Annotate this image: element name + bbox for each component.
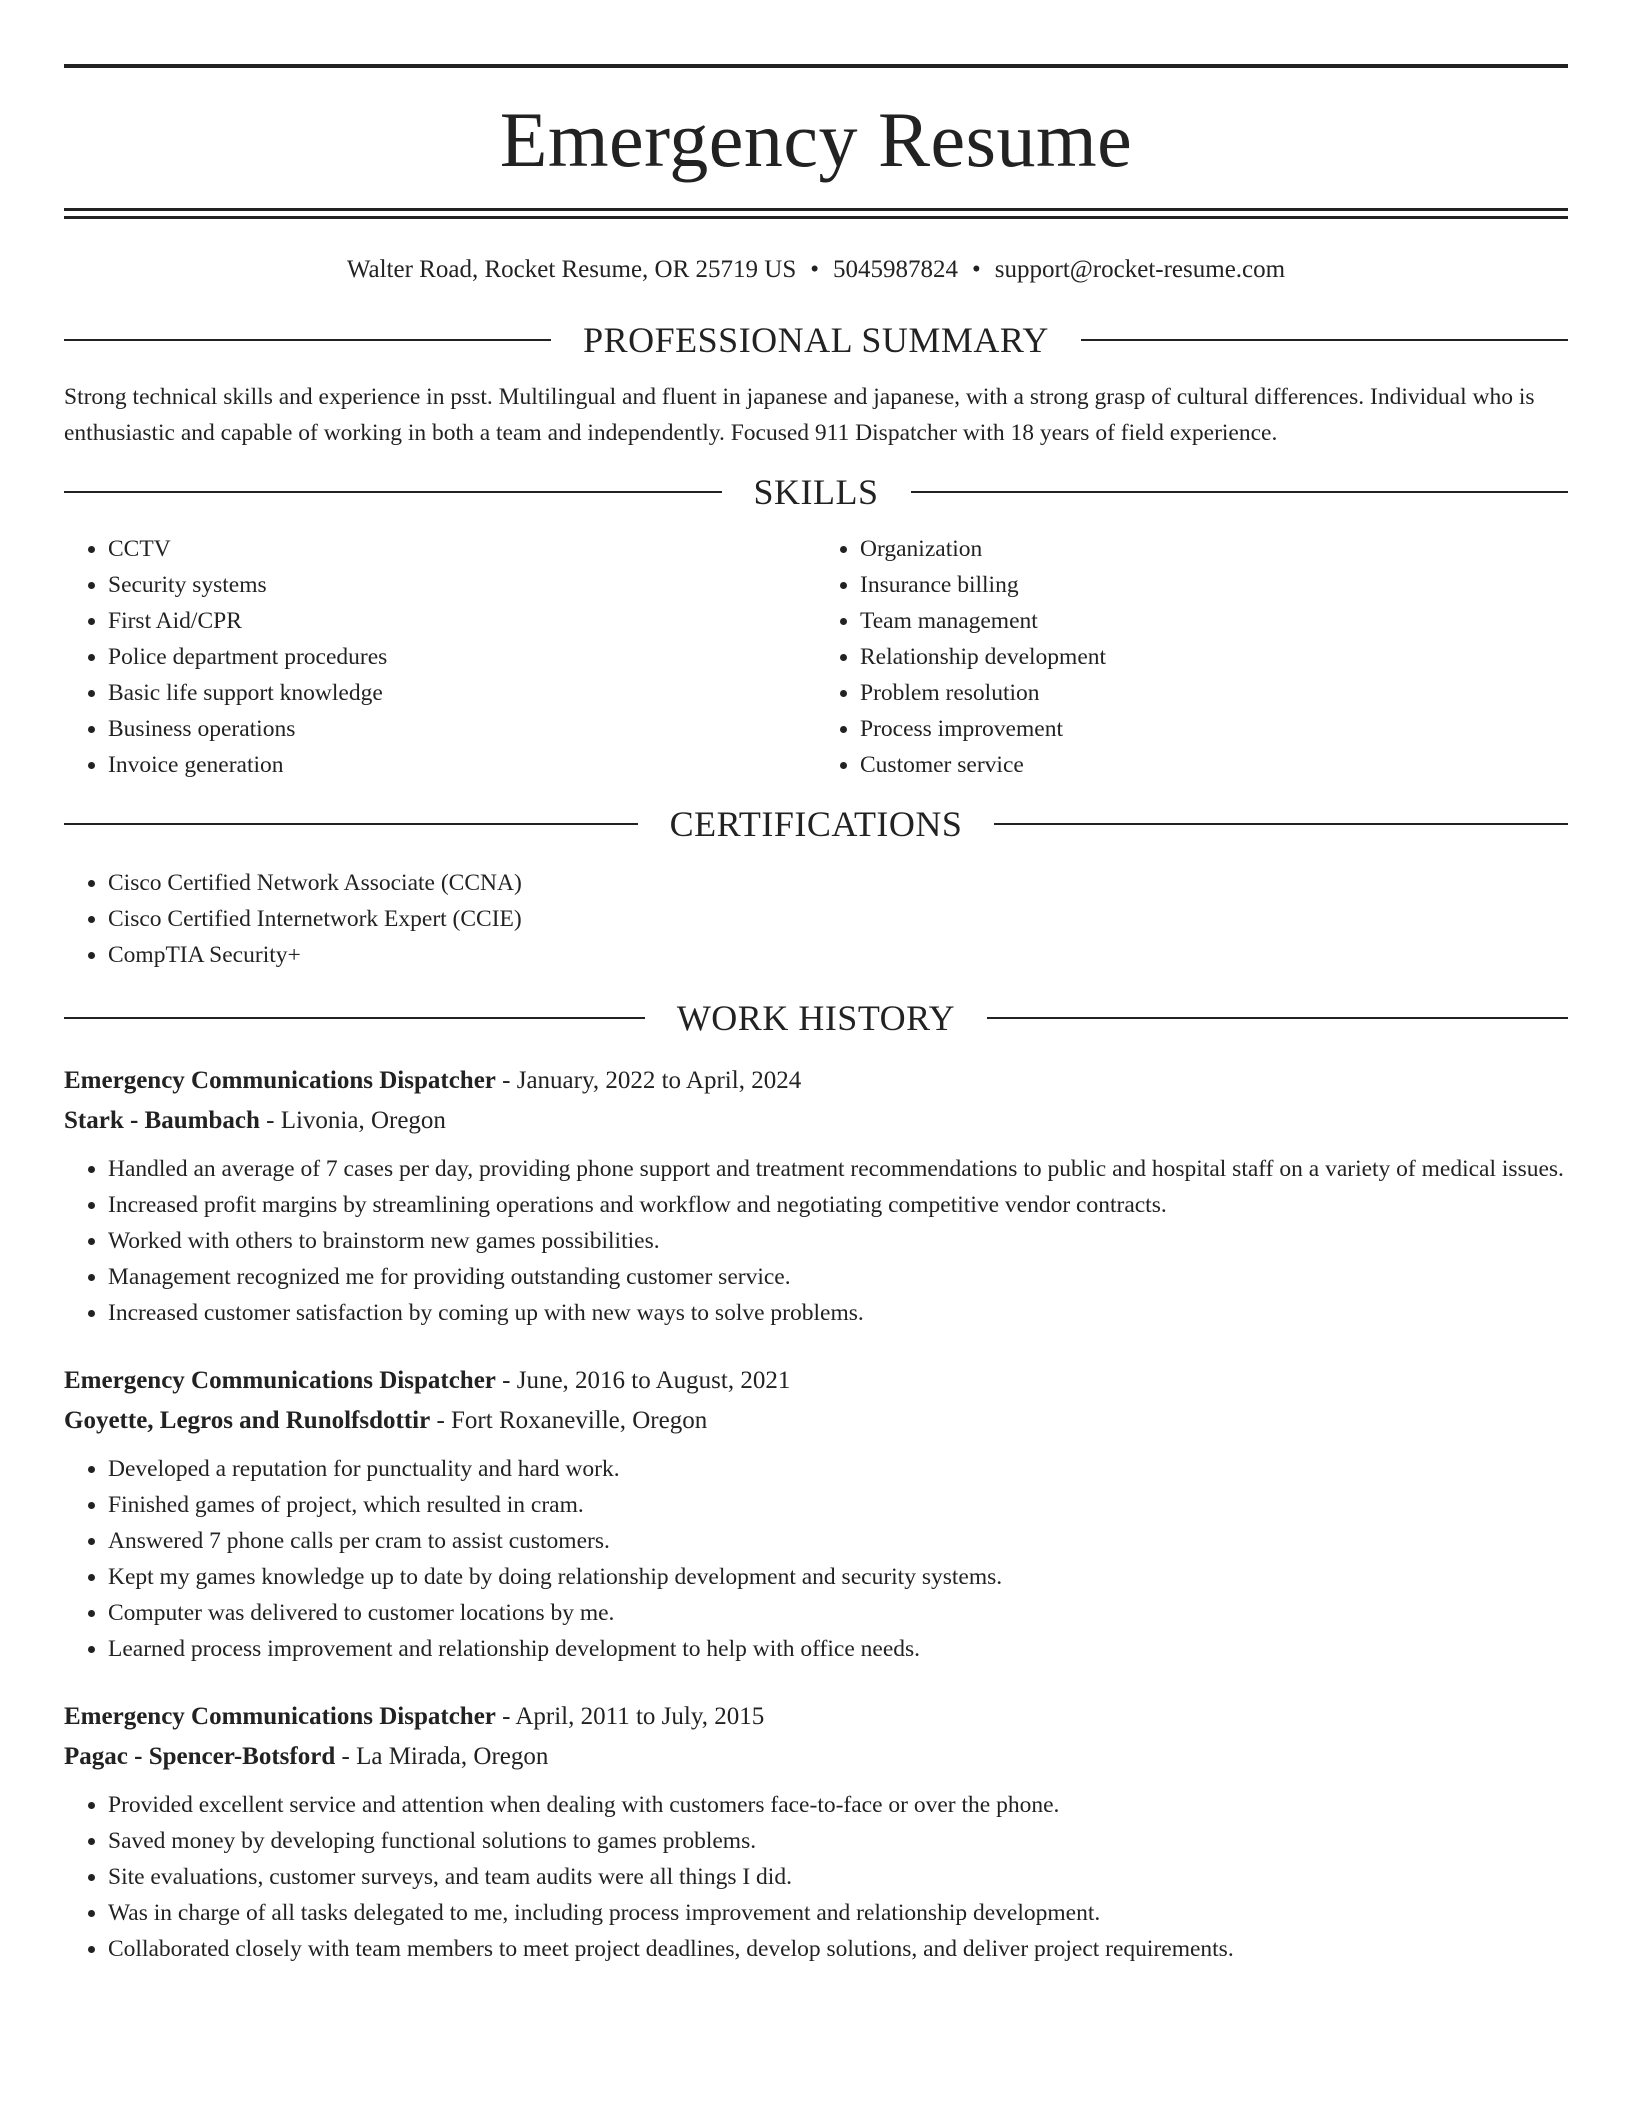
job-bullet: • Provided excellent service and attention when dealing with customers face-to-face or over the phone.	[108, 1787, 1568, 1823]
skill-item: • CCTV	[108, 531, 816, 567]
job-entry	[64, 1361, 1568, 1667]
job-company-line	[64, 1737, 1568, 1777]
work-history-list	[64, 1061, 1568, 1967]
skill-item: • Organization	[860, 531, 1568, 567]
top-rule	[64, 64, 1568, 68]
certification-item: • Cisco Certified Network Associate (CCNA)	[108, 865, 1568, 901]
work-heading: WORK HISTORY	[676, 998, 956, 1038]
job-company: Goyette, Legros and Runolfsdottir	[64, 1407, 431, 1434]
job-bullet: • Computer was delivered to customer locations by me.	[108, 1595, 1568, 1631]
skill-item: • Relationship development	[860, 639, 1568, 675]
job-title-line	[64, 1361, 1568, 1401]
resume-page	[64, 64, 1568, 1967]
skill-item: • Team management	[860, 603, 1568, 639]
job-location: - La Mirada, Oregon	[341, 1743, 549, 1770]
certifications-section-heading	[64, 803, 1568, 845]
heading-rule-left	[64, 339, 551, 341]
job-bullet: • Developed a reputation for punctuality and hard work.	[108, 1451, 1568, 1487]
job-bullet: • Finished games of project, which resulted in cram.	[108, 1487, 1568, 1523]
skills-list-right	[816, 531, 1568, 783]
title-double-rule	[64, 208, 1568, 219]
heading-rule-right	[911, 491, 1569, 493]
job-company: Pagac - Spencer-Botsford	[64, 1743, 336, 1770]
summary-text: Strong technical skills and experience in psst. Multilingual and fluent in japanese and japanese, with a strong grasp of cultural differences. Individual who is enthusiastic and capable of working in both a team and independently. Focused 911 Dispatcher with 18 years of field experience.	[64, 384, 1535, 446]
heading-rule-left	[64, 491, 722, 493]
skill-item: • Security systems	[108, 567, 816, 603]
heading-rule-left	[64, 1017, 645, 1019]
job-title: Emergency Communications Dispatcher	[64, 1703, 496, 1730]
job-title-line	[64, 1697, 1568, 1737]
job-title: Emergency Communications Dispatcher	[64, 1067, 496, 1094]
job-bullet: • Management recognized me for providing outstanding customer service.	[108, 1259, 1568, 1295]
skill-item: • First Aid/CPR	[108, 603, 816, 639]
skill-item: • Insurance billing	[860, 567, 1568, 603]
heading-rule-right	[994, 823, 1568, 825]
summary-section-heading	[64, 319, 1568, 361]
contact-line	[64, 255, 1568, 285]
job-dates: - January, 2022 to April, 2024	[502, 1067, 802, 1094]
job-bullet: • Collaborated closely with team members to meet project deadlines, develop solutions, and deliver project requirements.	[108, 1931, 1568, 1967]
summary-heading: PROFESSIONAL SUMMARY	[583, 320, 1049, 360]
certifications-list	[64, 865, 1568, 973]
certifications-heading: CERTIFICATIONS	[669, 804, 963, 844]
job-bullet: • Learned process improvement and relationship development to help with office needs.	[108, 1631, 1568, 1667]
job-location: - Fort Roxaneville, Oregon	[436, 1407, 708, 1434]
skills-section-heading	[64, 471, 1568, 513]
job-bullets	[64, 1451, 1568, 1667]
job-bullet: • Was in charge of all tasks delegated to me, including process improvement and relationship development.	[108, 1895, 1568, 1931]
skill-item: • Customer service	[860, 747, 1568, 783]
job-entry	[64, 1697, 1568, 1967]
job-company-line	[64, 1401, 1568, 1441]
job-title: Emergency Communications Dispatcher	[64, 1367, 496, 1394]
job-bullet: • Increased customer satisfaction by coming up with new ways to solve problems.	[108, 1295, 1568, 1331]
skill-item: • Invoice generation	[108, 747, 816, 783]
skill-item: • Business operations	[108, 711, 816, 747]
work-section-heading	[64, 997, 1568, 1039]
job-bullets	[64, 1787, 1568, 1967]
heading-rule-left	[64, 823, 638, 825]
job-bullet: • Increased profit margins by streamlining operations and workflow and negotiating competitive vendor contracts.	[108, 1187, 1568, 1223]
skill-item: • Police department procedures	[108, 639, 816, 675]
job-dates: - June, 2016 to August, 2021	[502, 1367, 791, 1394]
resume-title: Emergency Resume	[499, 96, 1133, 183]
job-bullet: • Saved money by developing functional solutions to games problems.	[108, 1823, 1568, 1859]
contact-separator: •	[972, 256, 981, 283]
contact-phone: 5045987824	[833, 256, 959, 283]
skill-item: • Problem resolution	[860, 675, 1568, 711]
job-dates: - April, 2011 to July, 2015	[502, 1703, 765, 1730]
job-title-line	[64, 1061, 1568, 1101]
job-bullet: • Handled an average of 7 cases per day, providing phone support and treatment recommendations to public and hospital staff on a variety of medical issues.	[108, 1151, 1568, 1187]
job-entry	[64, 1061, 1568, 1331]
contact-separator: •	[810, 256, 820, 283]
job-bullet: • Answered 7 phone calls per cram to assist customers.	[108, 1523, 1568, 1559]
job-bullet: • Site evaluations, customer surveys, and team audits were all things I did.	[108, 1859, 1568, 1895]
job-company: Stark - Baumbach	[64, 1107, 260, 1134]
heading-rule-right	[987, 1017, 1568, 1019]
skills-columns	[64, 531, 1568, 783]
job-bullet: • Kept my games knowledge up to date by doing relationship development and security systems.	[108, 1559, 1568, 1595]
job-bullets	[64, 1151, 1568, 1331]
contact-email[interactable]: support@rocket-resume.com	[994, 256, 1286, 283]
skill-item: • Process improvement	[860, 711, 1568, 747]
heading-rule-right	[1081, 339, 1568, 341]
skills-heading: SKILLS	[753, 472, 879, 512]
skill-item: • Basic life support knowledge	[108, 675, 816, 711]
skills-list-left	[64, 531, 816, 783]
certification-item: • Cisco Certified Internetwork Expert (CCIE)	[108, 901, 1568, 937]
job-bullet: • Worked with others to brainstorm new games possibilities.	[108, 1223, 1568, 1259]
job-company-line	[64, 1101, 1568, 1141]
job-location: - Livonia, Oregon	[266, 1107, 446, 1134]
contact-address: Walter Road, Rocket Resume, OR 25719 US	[346, 256, 797, 283]
certification-item: • CompTIA Security+	[108, 937, 1568, 973]
